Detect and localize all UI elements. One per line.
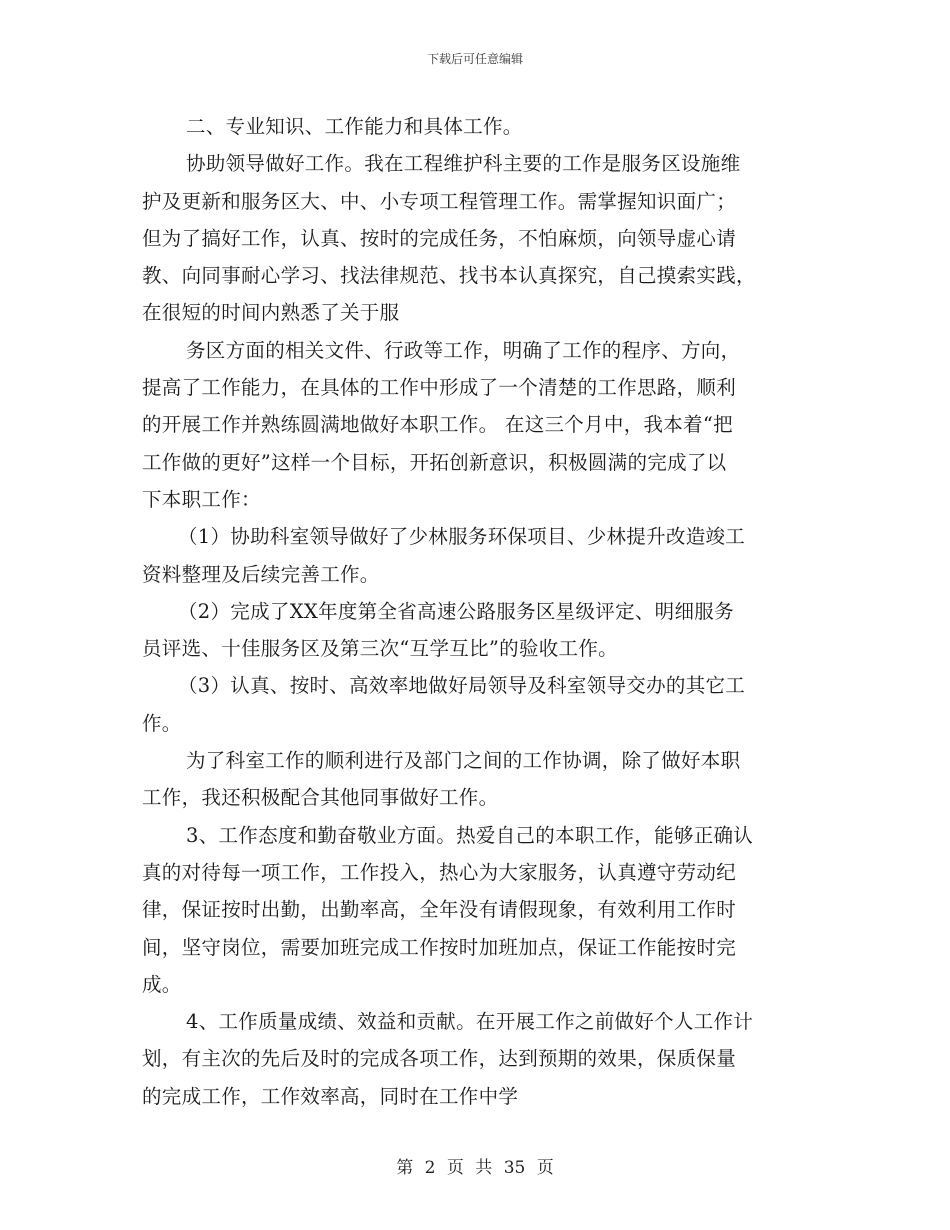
paragraph-line: 提高了工作能力，在具体的工作中形成了一个清楚的工作思路，顺利 [142, 376, 737, 400]
paragraph-line: 律，保证按时出勤，出勤率高，全年没有请假现象，有效利用工作时 [142, 898, 737, 922]
list-item-continuation: 员评选、十佳服务区及第三次“互学互比”的验收工作。 [142, 637, 618, 661]
paragraph-line: 4、工作质量成绩、效益和贡献。在开展工作之前做好个人工作计 [186, 1010, 754, 1034]
paragraph-line: 务区方面的相关文件、行政等工作，明确了工作的程序、方向， [186, 338, 741, 362]
paragraph-line: 成。 [142, 972, 182, 996]
paragraph-line: 的完成工作，工作效率高，同时在工作中学 [142, 1084, 519, 1108]
page-header: 下载后可任意编辑 [426, 52, 523, 66]
paragraph-line: 在很短的时间内熟悉了关于服 [142, 301, 400, 325]
paragraph-line: 下本职工作： [142, 487, 261, 511]
paragraph-line: 协助领导做好工作。我在工程维护科主要的工作是服务区设施维 [186, 152, 741, 176]
paragraph-line: 间，坚守岗位，需要加班完成工作按时加班加点，保证工作能按时完 [142, 935, 737, 959]
paragraph-line: 的开展工作并熟练圆满地做好本职工作。 在这三个月中，我本着“把 [142, 413, 733, 437]
paragraph-line: 工作，我还积极配合其他同事做好工作。 [142, 786, 499, 810]
page-number: 第 2 页 共 35 页 [396, 1158, 554, 1178]
paragraph-line: 教、向同事耐心学习、找法律规范、找书本认真探究，自己摸索实践， [142, 264, 756, 288]
list-item: （2）完成了XX年度第全省高速公路服务区星级评定、明细服务 [178, 599, 734, 623]
paragraph-line: 为了科室工作的顺利进行及部门之间的工作协调，除了做好本职 [186, 749, 741, 773]
paragraph-line: 3、工作态度和勤奋敬业方面。热爱自己的本职工作，能够正确认 [186, 823, 754, 847]
paragraph-line: 工作做的更好”这样一个目标，开拓创新意识，积极圆满的完成了以 [142, 450, 727, 474]
paragraph-line: 但为了搞好工作，认真、按时的完成任务，不怕麻烦，向领导虚心请 [142, 226, 737, 250]
section-heading: 二、专业知识、工作能力和具体工作。 [186, 115, 523, 138]
paragraph-line: 真的对待每一项工作，工作投入，热心为大家服务，认真遵守劳动纪 [142, 860, 737, 884]
document-body [142, 108, 812, 1115]
list-item-continuation: 作。 [142, 711, 182, 735]
paragraph-line: 护及更新和服务区大、中、小专项工程管理工作。需掌握知识面广； [142, 189, 737, 213]
list-item: （3）认真、按时、高效率地做好局领导及科室领导交办的其它工 [178, 674, 746, 698]
list-item-continuation: 资料整理及后续完善工作。 [142, 562, 380, 586]
paragraph-line: 划，有主次的先后及时的完成各项工作，达到预期的效果，保质保量 [142, 1047, 737, 1071]
list-item: （1）协助科室领导做好了少林服务环保项目、少林提升改造竣工 [178, 525, 746, 549]
